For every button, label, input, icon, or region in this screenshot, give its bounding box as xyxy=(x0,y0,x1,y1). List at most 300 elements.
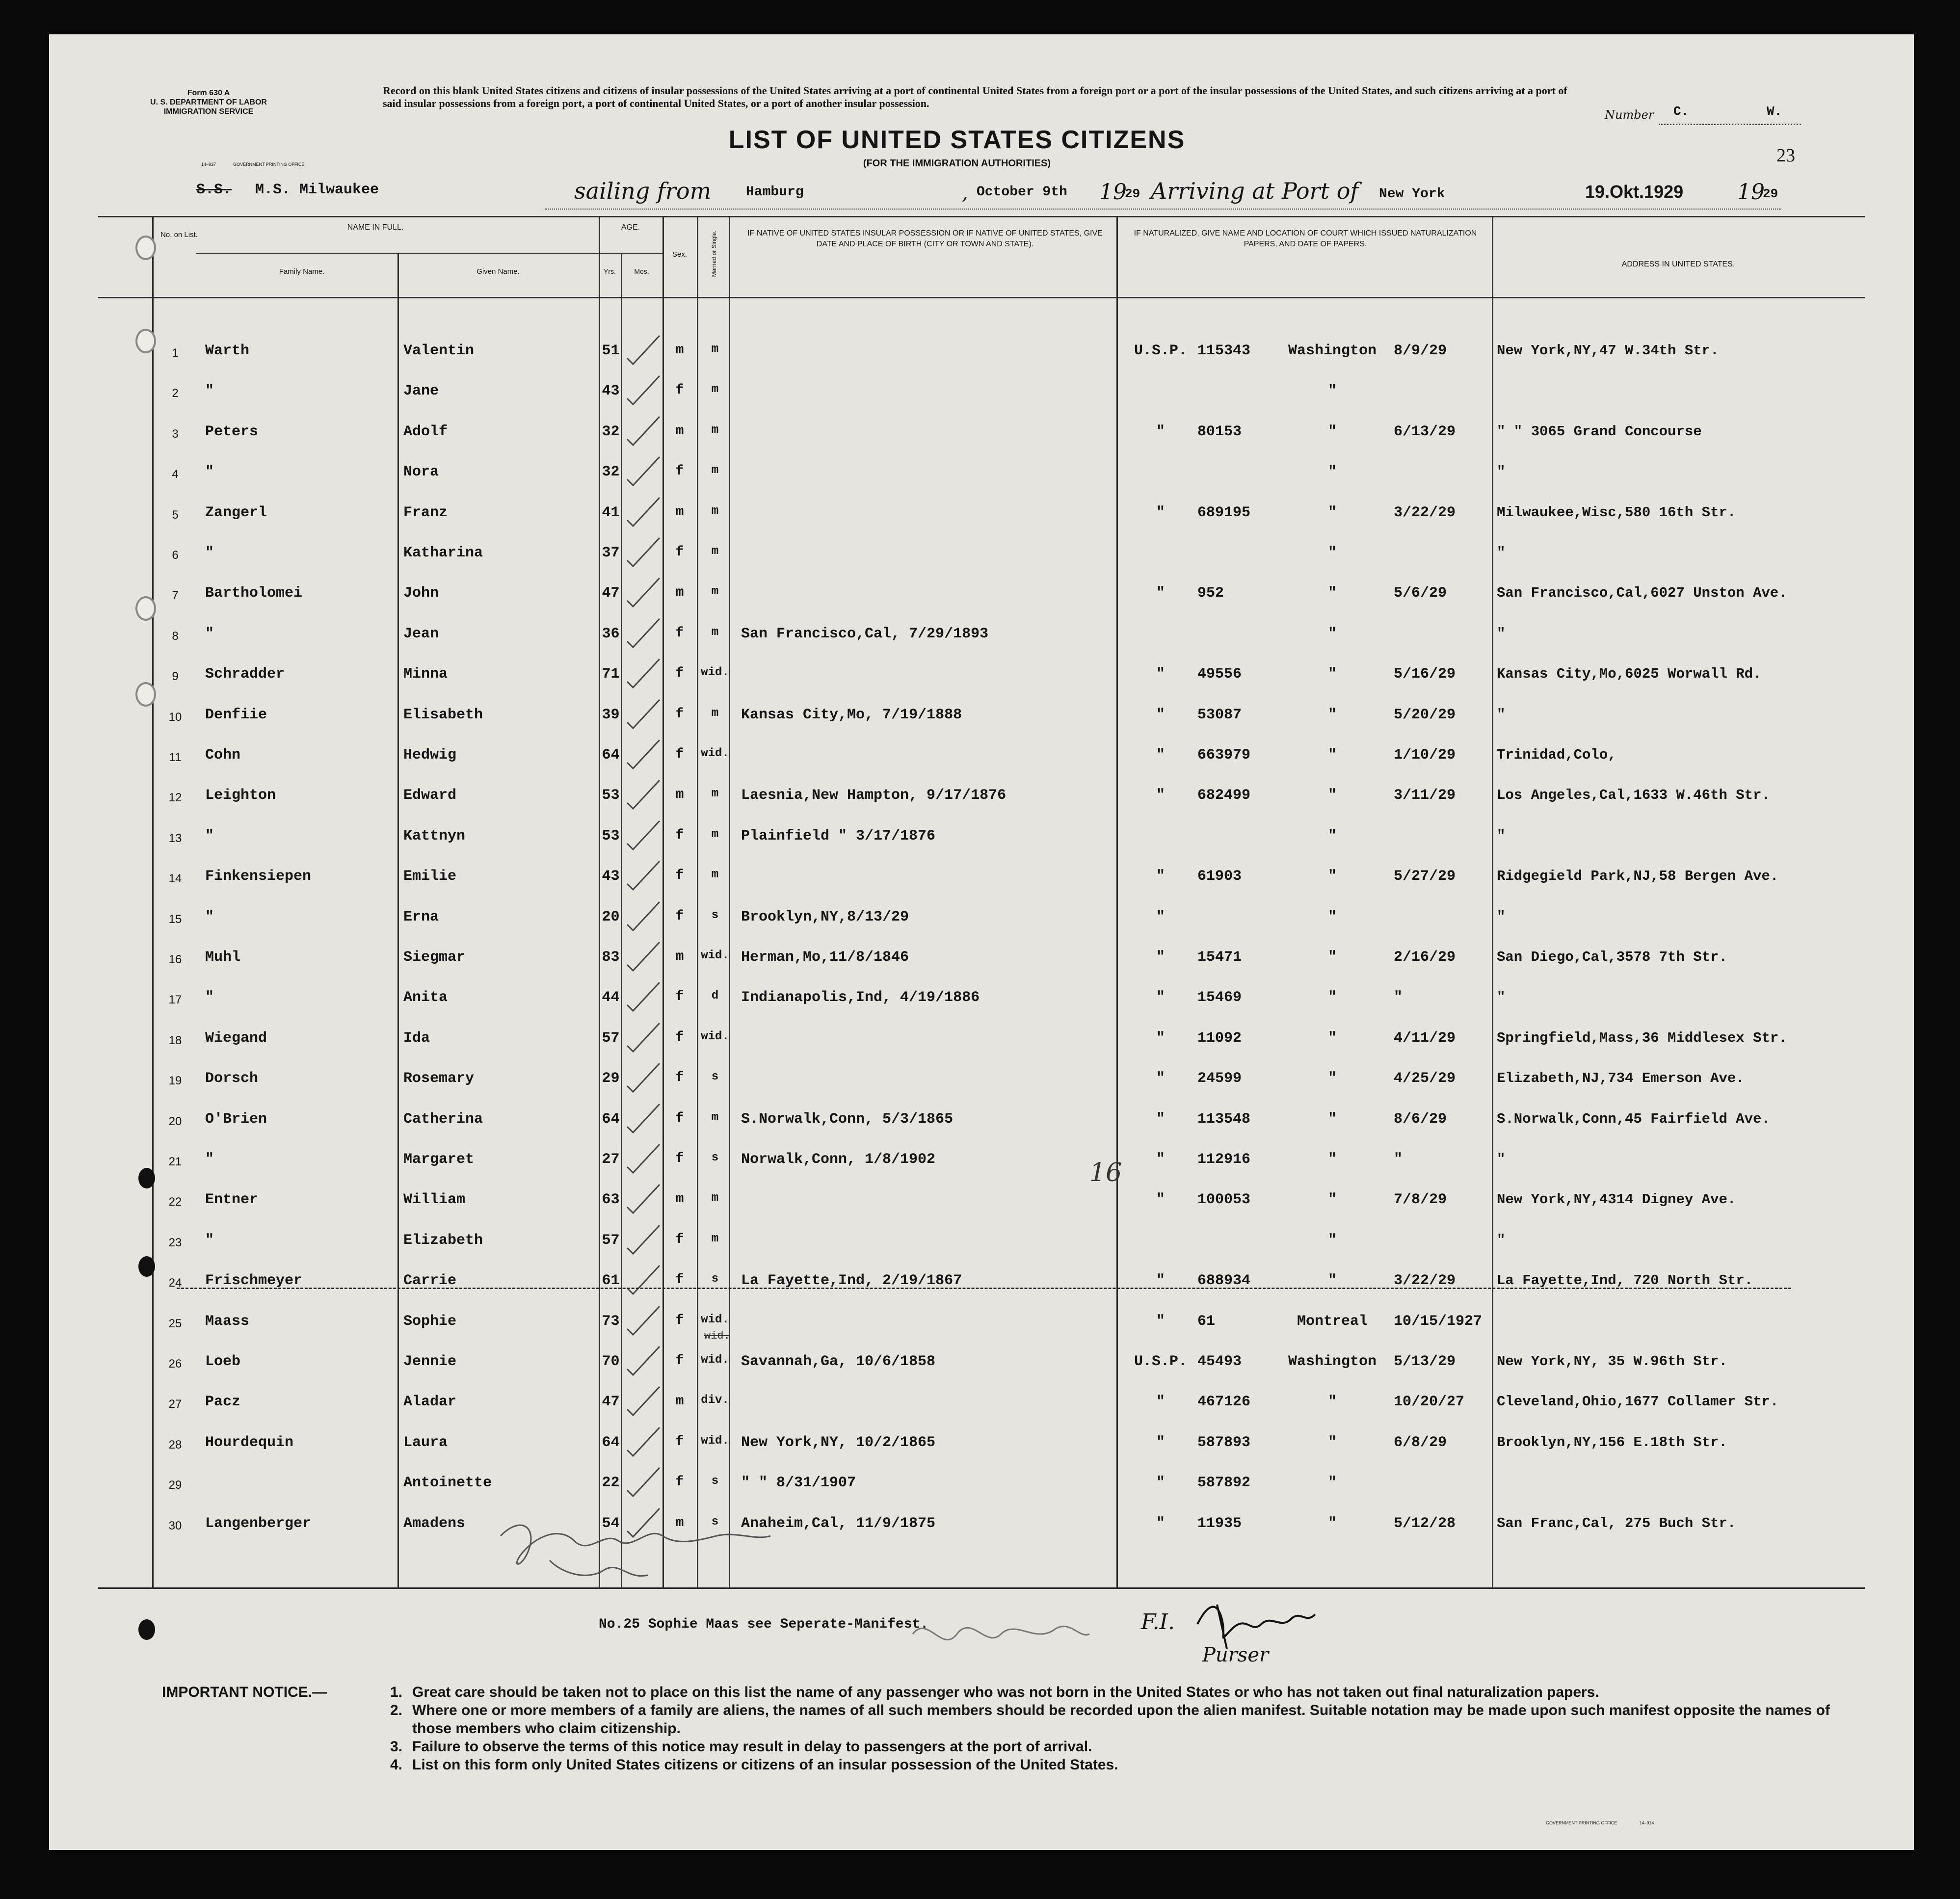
row-number: 21 xyxy=(168,1155,182,1168)
naturalization-court: " xyxy=(1327,989,1337,1006)
naturalization-type: " xyxy=(1156,585,1165,602)
naturalization-number: 11092 xyxy=(1197,1030,1242,1047)
binder-hole xyxy=(138,1168,155,1188)
print-line xyxy=(201,162,304,167)
family-name: Hourdequin xyxy=(205,1434,294,1451)
sex: f xyxy=(675,383,684,398)
naturalization-court: " xyxy=(1327,1111,1337,1128)
address: San Diego,Cal,3578 7th Str. xyxy=(1497,949,1727,965)
row-number: 12 xyxy=(168,791,182,804)
notice-item xyxy=(390,1683,1840,1701)
pencil-mark xyxy=(908,1609,1094,1659)
row-number: 27 xyxy=(168,1398,182,1411)
naturalization-type: " xyxy=(1156,787,1165,804)
check-mark-icon xyxy=(623,778,662,813)
marital-status: wid. xyxy=(701,1313,729,1326)
table-row xyxy=(49,1391,1914,1420)
address: " xyxy=(1497,1232,1506,1248)
naturalization-court: " xyxy=(1327,828,1337,844)
row-number: 5 xyxy=(172,508,179,522)
check-mark-icon xyxy=(623,576,662,610)
naturalization-court: " xyxy=(1327,1151,1337,1168)
family-name: " xyxy=(205,626,214,642)
age: 47 xyxy=(602,1394,620,1410)
age: 37 xyxy=(602,545,620,561)
naturalization-date: 3/22/29 xyxy=(1394,504,1456,521)
naturalization-court: " xyxy=(1327,1030,1337,1047)
margin-number: 16 xyxy=(1089,1158,1122,1187)
notice-item xyxy=(390,1738,1840,1756)
row-number: 1 xyxy=(172,346,179,360)
naturalization-date: 5/13/29 xyxy=(1394,1353,1456,1370)
family-name: Pacz xyxy=(205,1394,241,1410)
age: 51 xyxy=(602,343,620,359)
family-name: Peters xyxy=(205,423,259,440)
naturalization-type: " xyxy=(1156,1191,1165,1208)
address: San Franc,Cal, 275 Buch Str. xyxy=(1497,1515,1736,1531)
naturalization-date: 5/27/29 xyxy=(1394,868,1456,885)
naturalization-court: " xyxy=(1327,504,1337,521)
col-header-family-name: Family Name. xyxy=(279,267,325,276)
naturalization-type: " xyxy=(1156,1515,1165,1532)
binder-hole xyxy=(138,1256,155,1277)
given-name: Erna xyxy=(403,909,439,925)
naturalization-type: " xyxy=(1156,1272,1165,1289)
family-name: " xyxy=(205,545,214,561)
table-top-rule xyxy=(98,216,1865,217)
age: 83 xyxy=(602,949,620,966)
marital-status: div. xyxy=(701,1394,729,1407)
family-name: Zangerl xyxy=(205,504,267,521)
row-number: 6 xyxy=(172,549,179,562)
voyage-underline xyxy=(545,209,1781,210)
birth-place-date: Brooklyn,NY,8/13/29 xyxy=(741,909,909,925)
table-row xyxy=(49,1310,1914,1340)
table-bottom-rule xyxy=(98,1587,1865,1589)
birth-place-date: Plainfield " 3/17/1876 xyxy=(741,828,936,844)
family-name: Entner xyxy=(205,1191,259,1208)
address: San Francisco,Cal,6027 Unston Ave. xyxy=(1497,585,1787,601)
row-number: 13 xyxy=(168,832,182,845)
given-name: Jane xyxy=(403,383,439,399)
row-number: 15 xyxy=(168,913,182,926)
naturalization-type: " xyxy=(1156,1111,1165,1128)
binder-hole xyxy=(135,236,156,260)
naturalization-court: " xyxy=(1327,1272,1337,1289)
row-27-struck-marital: wid. xyxy=(704,1330,730,1342)
notice-heading: IMPORTANT NOTICE.— xyxy=(162,1684,327,1700)
family-name: Maass xyxy=(205,1313,250,1330)
year-prefix-2: 19 xyxy=(1737,180,1765,205)
age: 64 xyxy=(602,1111,620,1128)
table-row xyxy=(49,1027,1914,1056)
check-mark-icon xyxy=(623,415,662,449)
check-mark-icon xyxy=(623,1425,662,1460)
given-name: William xyxy=(403,1191,466,1208)
sex: f xyxy=(675,1030,684,1045)
age: 71 xyxy=(602,666,620,683)
row-number: 3 xyxy=(172,427,179,441)
check-mark-icon xyxy=(623,455,662,489)
sex: m xyxy=(675,787,684,802)
given-name: Franz xyxy=(403,504,448,521)
col-header-mos: Mos. xyxy=(634,267,649,275)
year-prefix-1: 19 xyxy=(1099,180,1127,205)
naturalization-date: 7/8/29 xyxy=(1394,1191,1447,1208)
marital-status: m xyxy=(711,707,719,720)
birth-place-date: Norwalk,Conn, 1/8/1902 xyxy=(741,1151,936,1168)
table-row xyxy=(49,1108,1914,1137)
naturalization-type: " xyxy=(1156,989,1165,1006)
row-number: 20 xyxy=(168,1115,182,1128)
naturalization-number: 587892 xyxy=(1197,1475,1251,1491)
family-name: O'Brien xyxy=(205,1111,267,1128)
naturalization-type: " xyxy=(1156,868,1165,885)
naturalization-court: " xyxy=(1327,949,1337,966)
family-name: " xyxy=(205,383,214,399)
age: 20 xyxy=(602,909,620,925)
sailing-from-label: sailing from xyxy=(574,178,712,204)
naturalization-number: 587893 xyxy=(1197,1434,1251,1451)
birth-place-date: Savannah,Ga, 10/6/1858 xyxy=(741,1353,936,1370)
check-mark-icon xyxy=(623,374,662,408)
naturalization-date: 4/25/29 xyxy=(1394,1070,1456,1087)
sex: f xyxy=(675,989,684,1004)
table-row xyxy=(49,421,1914,450)
age: 63 xyxy=(602,1191,620,1208)
sex: m xyxy=(675,423,684,439)
year-1: 29 xyxy=(1125,186,1140,201)
naturalization-type: " xyxy=(1156,1434,1165,1451)
given-name: Adolf xyxy=(403,423,448,440)
naturalization-date: 4/11/29 xyxy=(1394,1030,1456,1047)
col-header-birth: IF NATIVE OF UNITED STATES INSULAR POSSESSION OR IF NATIVE OF UNITED STATES, GIVE DATE AND PLACE OF BIRTH (CITY OR TOWN AND STATE). xyxy=(747,229,1103,248)
given-name: Carrie xyxy=(403,1272,457,1289)
check-mark-icon xyxy=(623,496,662,530)
address: Springfield,Mass,36 Middlesex Str. xyxy=(1497,1030,1787,1046)
naturalization-court: Montreal xyxy=(1297,1313,1368,1330)
row-25-strike-rule xyxy=(177,1288,1791,1289)
marital-status: m xyxy=(711,828,719,841)
given-name: Margaret xyxy=(403,1151,475,1168)
family-name: Dorsch xyxy=(205,1070,259,1087)
sex: f xyxy=(675,828,684,843)
family-name: " xyxy=(205,1232,214,1249)
naturalization-type: " xyxy=(1156,949,1165,966)
important-notice xyxy=(162,1683,1840,1774)
family-name: Finkensiepen xyxy=(205,868,312,885)
marital-status: m xyxy=(711,1111,719,1124)
naturalization-court: Washington xyxy=(1288,343,1377,359)
address: " xyxy=(1497,989,1506,1005)
print-office: GOVERNMENT PRINTING OFFICE xyxy=(233,162,305,167)
address: " xyxy=(1497,707,1506,723)
arriving-label: Arriving at Port of xyxy=(1151,178,1359,204)
sex: f xyxy=(675,1434,684,1450)
age: 43 xyxy=(602,383,620,399)
marital-status: m xyxy=(711,626,719,639)
col-header-naturalization: IF NATURALIZED, GIVE NAME AND LOCATION OF COURT WHICH ISSUED NATURALIZATION PAPERS, AND DATE OF PAPERS. xyxy=(1134,229,1477,248)
family-name: Schradder xyxy=(205,666,285,683)
bottom-print-line xyxy=(1546,1820,1654,1825)
notice-item xyxy=(390,1701,1840,1738)
naturalization-number: 45493 xyxy=(1197,1353,1242,1370)
given-name: Jennie xyxy=(403,1353,457,1370)
address: S.Norwalk,Conn,45 Fairfield Ave. xyxy=(1497,1111,1770,1127)
notice-item xyxy=(390,1756,1840,1774)
check-mark-icon xyxy=(623,698,662,732)
naturalization-type: " xyxy=(1156,747,1165,764)
given-name: Laura xyxy=(403,1434,448,1451)
address: Cleveland,Ohio,1677 Collamer Str. xyxy=(1497,1394,1779,1410)
naturalization-court: " xyxy=(1327,585,1337,602)
marital-status: d xyxy=(711,989,719,1002)
sex: f xyxy=(675,1353,684,1369)
birth-place-date: " " 8/31/1907 xyxy=(741,1475,856,1491)
marital-status: s xyxy=(711,1070,719,1083)
address: " xyxy=(1497,1151,1506,1167)
table-row xyxy=(49,1229,1914,1259)
year-2: 29 xyxy=(1763,186,1778,201)
notice-item-text: Failure to observe the terms of this notice may result in delay to passengers at the port of arrival. xyxy=(412,1739,1092,1755)
binder-hole xyxy=(135,682,156,707)
age: 73 xyxy=(602,1313,620,1330)
family-name: Warth xyxy=(205,343,250,359)
table-row xyxy=(49,340,1914,369)
age: 29 xyxy=(602,1070,620,1087)
marital-status: s xyxy=(711,1272,719,1286)
sheet-number: 23 xyxy=(1776,145,1795,166)
family-name: Denfiie xyxy=(205,707,267,723)
birth-place-date: Anaheim,Cal, 11/9/1875 xyxy=(741,1515,936,1532)
birth-place-date: Laesnia,New Hampton, 9/17/1876 xyxy=(741,787,1006,804)
marital-status: wid. xyxy=(701,1030,729,1043)
row-number: 28 xyxy=(168,1438,182,1451)
naturalization-date: 1/10/29 xyxy=(1394,747,1456,764)
service-label: IMMIGRATION SERVICE xyxy=(163,107,254,116)
naturalization-court: " xyxy=(1327,1394,1337,1410)
naturalization-number: 115343 xyxy=(1197,343,1251,359)
naturalization-court: " xyxy=(1327,464,1337,480)
naturalization-date: 5/12/28 xyxy=(1394,1515,1456,1532)
footer-note: No.25 Sophie Maas see Seperate-Manifest. xyxy=(599,1617,929,1632)
binder-hole xyxy=(135,329,156,353)
address: " " 3065 Grand Concourse xyxy=(1497,423,1702,440)
family-name: " xyxy=(205,989,214,1006)
table-row xyxy=(49,986,1914,1016)
given-name: Ida xyxy=(403,1030,430,1047)
marital-status: wid. xyxy=(701,949,729,962)
naturalization-type: U.S.P. xyxy=(1134,343,1188,359)
address: " xyxy=(1497,545,1506,561)
form-id-block xyxy=(128,88,290,116)
table-row xyxy=(49,1431,1914,1461)
family-name: Frischmeyer xyxy=(205,1272,303,1289)
given-name: Aladar xyxy=(403,1394,457,1410)
marital-status: wid. xyxy=(701,666,729,679)
address: Milwaukee,Wisc,580 16th Str. xyxy=(1497,504,1736,521)
age: 47 xyxy=(602,585,620,602)
age: 22 xyxy=(602,1475,620,1491)
naturalization-date: 5/20/29 xyxy=(1394,707,1456,723)
address: New York,NY,47 W.34th Str. xyxy=(1497,343,1719,359)
naturalization-court: " xyxy=(1327,626,1337,642)
naturalization-court: Washington xyxy=(1288,1353,1377,1370)
family-name: " xyxy=(205,464,214,480)
address: Trinidad,Colo, xyxy=(1497,747,1616,763)
marital-status: m xyxy=(711,343,719,356)
table-row xyxy=(49,1350,1914,1380)
row-number: 23 xyxy=(168,1236,182,1249)
sex: f xyxy=(675,747,684,762)
naturalization-court: " xyxy=(1327,747,1337,764)
family-name: Muhl xyxy=(205,949,241,966)
naturalization-court: " xyxy=(1327,1475,1337,1491)
check-mark-icon xyxy=(623,1466,662,1500)
binder-hole xyxy=(135,596,156,621)
check-mark-icon xyxy=(623,1102,662,1136)
naturalization-number: 49556 xyxy=(1197,666,1242,683)
naturalization-number: 61 xyxy=(1197,1313,1216,1330)
age: 32 xyxy=(602,464,620,480)
naturalization-number: 689195 xyxy=(1197,504,1251,521)
naturalization-date: 8/6/29 xyxy=(1394,1111,1447,1128)
naturalization-date: 6/13/29 xyxy=(1394,423,1456,440)
check-mark-icon xyxy=(623,940,662,975)
address: " xyxy=(1497,909,1506,925)
given-name: Katharina xyxy=(403,545,483,561)
given-name: Rosemary xyxy=(403,1070,475,1087)
address: " xyxy=(1497,828,1506,844)
marital-status: m xyxy=(711,383,719,396)
address: Elizabeth,NJ,734 Emerson Ave. xyxy=(1497,1070,1745,1086)
sailing-date: October 9th xyxy=(977,185,1067,200)
age: 36 xyxy=(602,626,620,642)
form-subtitle: (FOR THE IMMIGRATION AUTHORITIES) xyxy=(863,158,1051,169)
address: " xyxy=(1497,626,1506,642)
table-row xyxy=(49,1269,1914,1299)
family-name: Langenberger xyxy=(205,1515,312,1532)
bottom-print-office: GOVERNMENT PRINTING OFFICE xyxy=(1546,1820,1617,1825)
naturalization-type: " xyxy=(1156,666,1165,683)
family-name: Wiegand xyxy=(205,1030,267,1047)
address: Brooklyn,NY,156 E.18th Str. xyxy=(1497,1434,1727,1451)
given-name: Kattnyn xyxy=(403,828,466,844)
birth-place-date: Herman,Mo,11/8/1846 xyxy=(741,949,909,966)
col-header-age: AGE. xyxy=(621,223,640,232)
check-mark-icon xyxy=(623,1021,662,1055)
sex: m xyxy=(675,504,684,520)
row-number: 10 xyxy=(168,711,182,724)
port-arrival: New York xyxy=(1379,186,1445,202)
age-sub-rule xyxy=(599,253,662,254)
table-row xyxy=(49,825,1914,854)
naturalization-number: 663979 xyxy=(1197,747,1251,764)
address: New York,NY, 35 W.96th Str. xyxy=(1497,1353,1727,1370)
naturalization-date: 5/6/29 xyxy=(1394,585,1447,602)
sex: f xyxy=(675,464,684,479)
check-mark-icon xyxy=(623,657,662,691)
check-mark-icon xyxy=(623,859,662,894)
age: 64 xyxy=(602,1434,620,1451)
naturalization-number: 11935 xyxy=(1197,1515,1242,1532)
naturalization-court: " xyxy=(1327,1434,1337,1451)
age: 44 xyxy=(602,989,620,1006)
given-name: John xyxy=(403,585,439,602)
col-header-address: ADDRESS IN UNITED STATES. xyxy=(1621,260,1735,268)
age: 41 xyxy=(602,504,620,521)
age: 32 xyxy=(602,423,620,440)
birth-place-date: Indianapolis,Ind, 4/19/1886 xyxy=(741,989,980,1006)
naturalization-type: " xyxy=(1156,1475,1165,1491)
check-mark-icon xyxy=(623,1142,662,1177)
marital-status: m xyxy=(711,1232,719,1245)
address: Kansas City,Mo,6025 Worwall Rd. xyxy=(1497,666,1762,682)
department-label: U. S. DEPARTMENT OF LABOR xyxy=(150,98,267,106)
arrival-date-stamp: 19.Okt.1929 xyxy=(1585,182,1684,202)
col-header-sex: Sex. xyxy=(672,250,687,259)
marital-status: s xyxy=(711,909,719,922)
marital-status: m xyxy=(711,1191,719,1205)
naturalization-type: " xyxy=(1156,1313,1165,1330)
notice-item-number: 4. xyxy=(390,1757,403,1773)
age: 53 xyxy=(602,787,620,804)
check-mark-icon xyxy=(623,1223,662,1258)
naturalization-number: 53087 xyxy=(1197,707,1242,723)
sex: f xyxy=(675,626,684,641)
naturalization-type: " xyxy=(1156,423,1165,440)
table-row xyxy=(49,1067,1914,1097)
naturalization-number: 24599 xyxy=(1197,1070,1242,1087)
marital-status: wid. xyxy=(701,1353,729,1367)
naturalization-number: 100053 xyxy=(1197,1191,1251,1208)
naturalization-number: 688934 xyxy=(1197,1272,1251,1289)
table-row xyxy=(49,784,1914,814)
age: 39 xyxy=(602,707,620,723)
given-name: Emilie xyxy=(403,868,457,885)
given-name: Anita xyxy=(403,989,448,1006)
age: 43 xyxy=(602,868,620,885)
number-value-w: W. xyxy=(1767,104,1782,119)
sex: f xyxy=(675,1070,684,1085)
age: 27 xyxy=(602,1151,620,1168)
given-name: Nora xyxy=(403,464,439,480)
check-mark-icon xyxy=(623,1345,662,1379)
naturalization-number: 952 xyxy=(1197,585,1224,602)
naturalization-type: " xyxy=(1156,1030,1165,1047)
table-row xyxy=(49,946,1914,976)
marital-status: m xyxy=(711,787,719,800)
given-name: Hedwig xyxy=(403,747,457,764)
table-row xyxy=(49,380,1914,409)
family-name: " xyxy=(205,909,214,925)
sex: m xyxy=(675,949,684,964)
col-header-no: No. on List. xyxy=(160,231,198,239)
table-row xyxy=(49,461,1914,490)
age: 64 xyxy=(602,747,620,764)
sex: f xyxy=(675,707,684,722)
given-name: Elizabeth xyxy=(403,1232,483,1249)
naturalization-number: 682499 xyxy=(1197,787,1251,804)
check-mark-icon xyxy=(623,1304,662,1339)
check-mark-icon xyxy=(623,1385,662,1419)
birth-place-date: New York,NY, 10/2/1865 xyxy=(741,1434,936,1451)
col-header-given-name: Given Name. xyxy=(477,267,520,276)
table-row xyxy=(49,865,1914,895)
sex: m xyxy=(675,343,684,358)
row-number: 26 xyxy=(168,1357,182,1371)
naturalization-date: 6/8/29 xyxy=(1394,1434,1447,1451)
